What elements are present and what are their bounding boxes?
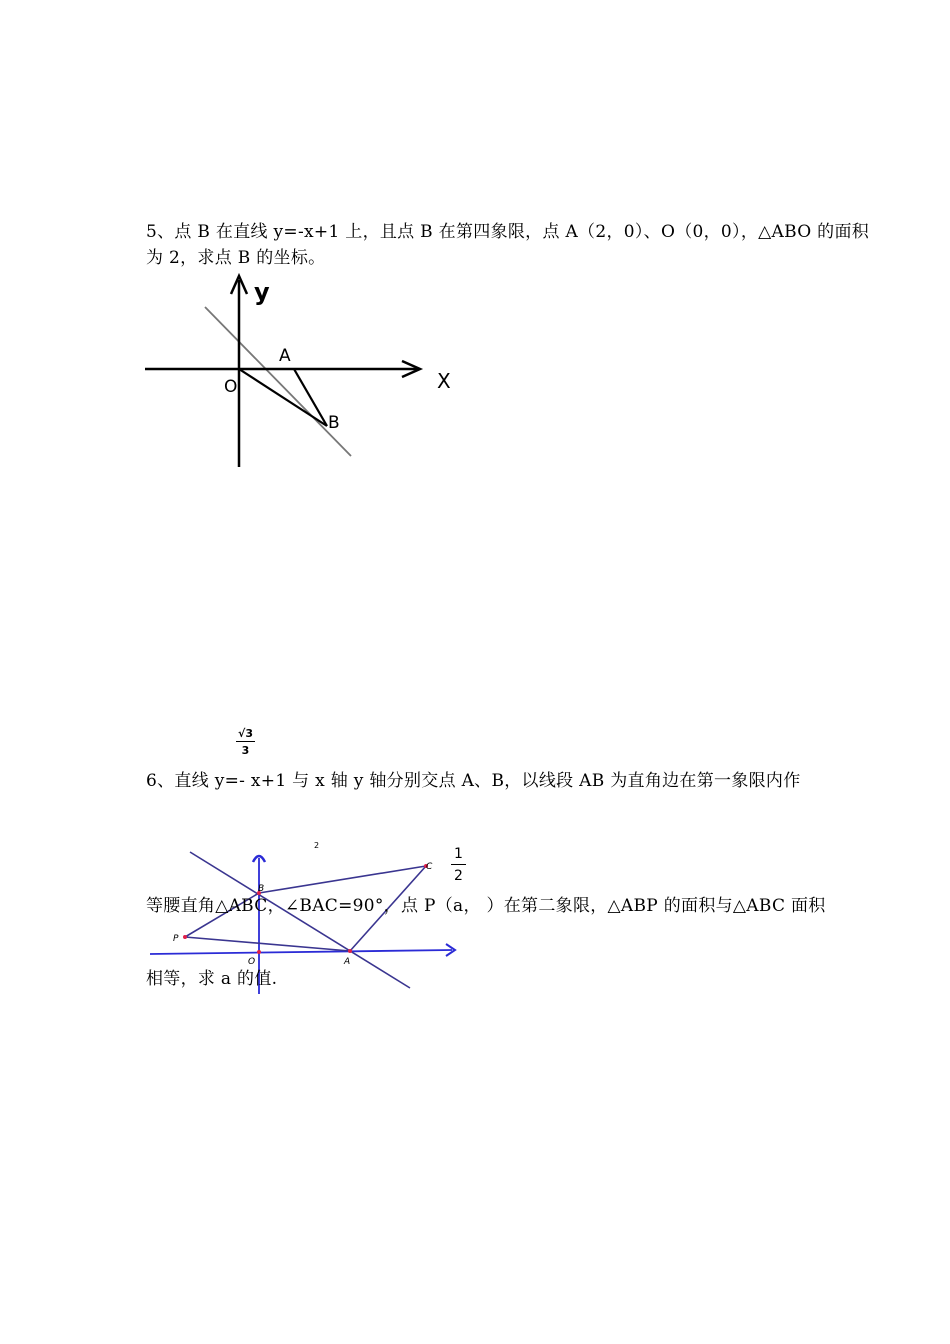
point-c-label: C (426, 862, 433, 872)
fraction-one-half (451, 846, 466, 884)
point-p-label: P (173, 934, 179, 944)
x-axis (150, 950, 452, 954)
problem-6-line-2: 等腰直角△ABC，∠BAC=90°，点 P（a， ）在第二象限，△ABP 的面积与△ABC 面积 (146, 896, 826, 916)
problem-6-line-3: 相等，求 a 的值. (146, 969, 278, 989)
origin-label: O (224, 377, 238, 397)
problem-5-line-2: 为 2，求点 B 的坐标。 (146, 248, 326, 268)
point-b-label: B (258, 884, 265, 894)
point-a-label: A (279, 346, 291, 366)
x-axis-label: X (437, 369, 451, 393)
small-mark: 2 (314, 841, 320, 850)
fraction-numerator: √3 (238, 727, 253, 740)
segment-pa (185, 937, 350, 951)
fraction-denominator: 2 (454, 868, 463, 884)
fraction-denominator: 3 (241, 744, 250, 757)
problem-5-line-1: 5、点 B 在直线 y=-x+1 上，且点 B 在第四象限，点 A（2，0）、O（0，0），△ABO 的面积 (146, 222, 870, 242)
point-a (348, 949, 352, 953)
problem-6-line-1: 6、直线 y=- x+1 与 x 轴 y 轴分别交点 A、B，以线段 AB 为直角边在第一象限内作 (146, 771, 801, 791)
point-a-label: A (344, 957, 351, 967)
fraction-numerator: 1 (451, 846, 466, 865)
point-p (183, 935, 187, 939)
point-o (257, 950, 261, 954)
y-axis-label: y (254, 278, 270, 306)
segment-ob (239, 369, 327, 426)
segment-bc (259, 866, 426, 893)
point-o-label: O (248, 957, 256, 967)
fraction-sqrt3-over-3 (236, 727, 255, 757)
segment-ab (294, 369, 327, 426)
point-b-label: B (328, 413, 340, 433)
problem-5-figure (140, 272, 470, 472)
